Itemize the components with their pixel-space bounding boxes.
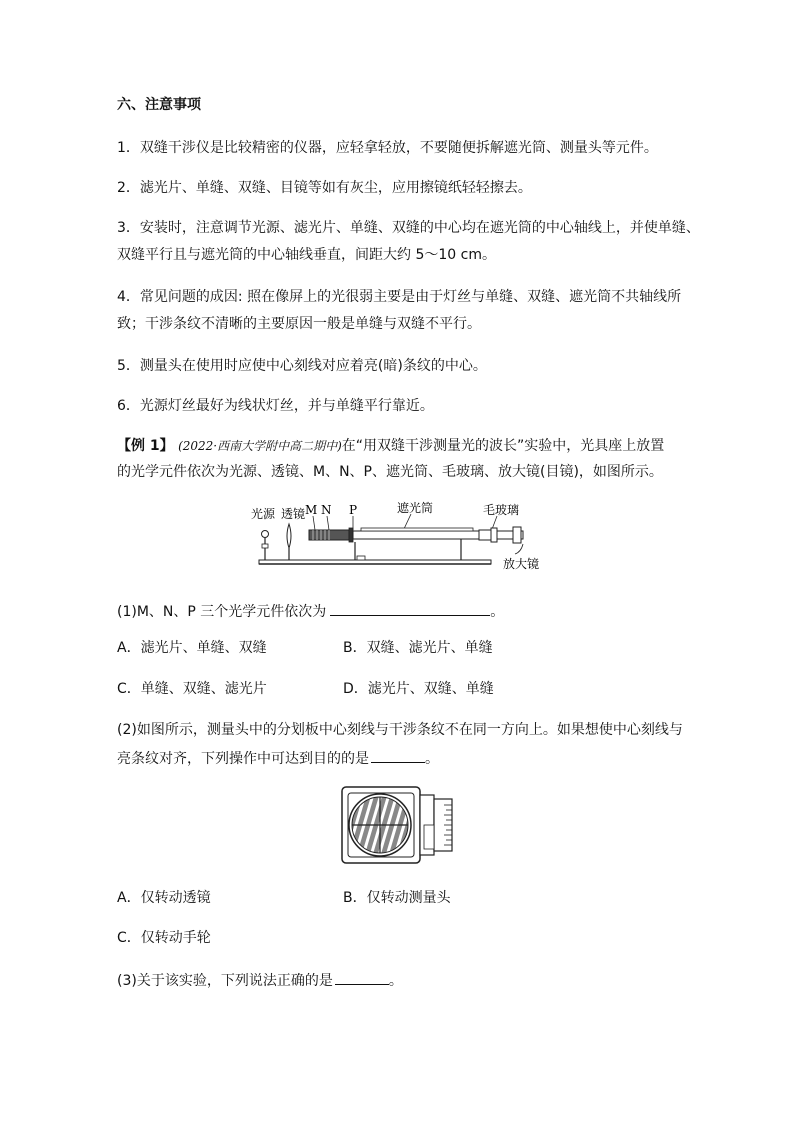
optical-bench-figure	[245, 498, 545, 578]
q2-option-c: C．仅转动手轮	[117, 930, 211, 946]
q1-end: 。	[490, 604, 505, 620]
q1-answer-blank[interactable]	[330, 601, 490, 616]
q2-line-2	[117, 748, 439, 768]
q2-option-a: A．仅转动透镜	[117, 890, 211, 906]
label-lens: 透镜	[281, 507, 306, 521]
label-n: N	[321, 503, 332, 517]
note-3-line-2: 双缝平行且与遮光筒的中心轴线垂直，间距大约 5～10 cm。	[117, 247, 496, 263]
label-shading-tube: 遮光筒	[397, 501, 434, 515]
example-source: (2022·西南大学附中高二期中)	[178, 439, 342, 453]
q2-answer-blank[interactable]	[371, 748, 425, 763]
note-1: 1．双缝干涉仪是比较精密的仪器，应轻拿轻放，不要随便拆解遮光筒、测量头等元件。	[117, 140, 658, 156]
example-label: 【例 1】	[117, 438, 174, 454]
q2-stem: 亮条纹对齐，下列操作中可达到目的的是	[117, 751, 369, 767]
q2-end: 。	[425, 751, 439, 767]
q1-option-d: D．滤光片、双缝、单缝	[343, 681, 494, 697]
q3-end: 。	[388, 973, 403, 989]
q3-stem: (3)关于该实验，下列说法正确的是	[117, 973, 333, 989]
q1-option-c: C．单缝、双缝、滤光片	[117, 681, 267, 697]
q1-stem-line	[117, 601, 504, 621]
label-p: P	[349, 503, 358, 517]
q3-answer-blank[interactable]	[335, 970, 389, 985]
note-5: 5．测量头在使用时应使中心刻线对应着亮(暗)条纹的中心。	[117, 358, 487, 374]
q2-option-b: B．仅转动测量头	[343, 890, 451, 906]
note-2: 2．滤光片、单缝、双缝、目镜等如有灰尘，应用擦镜纸轻轻擦去。	[117, 180, 532, 196]
measuring-head-figure	[340, 785, 458, 865]
section-title: 六、注意事项	[117, 97, 201, 113]
note-4-line-1: 4．常见问题的成因: 照在像屏上的光很弱主要是由于灯丝与单缝、双缝、遮光筒不共轴线所	[117, 289, 682, 305]
label-m: M	[305, 503, 318, 517]
example-line-2: 的光学元件依次为光源、透镜、M、N、P、遮光筒、毛玻璃、放大镜(目镜)，如图所示。	[117, 464, 663, 480]
label-magnifier: 放大镜	[503, 557, 540, 571]
note-3-line-1: 3．安装时，注意调节光源、滤光片、单缝、双缝的中心均在遮光筒的中心轴线上，并使单缝、	[117, 220, 700, 236]
q1-option-a: A．滤光片、单缝、双缝	[117, 640, 267, 656]
example-text-1: 在“用双缝干涉测量光的波长”实验中，光具座上放置	[341, 438, 665, 454]
note-4-line-2: 致；干涉条纹不清晰的主要原因一般是单缝与双缝不平行。	[117, 316, 481, 332]
q2-line-1: (2)如图所示，测量头中的分划板中心刻线与干涉条纹不在同一方向上。如果想使中心刻线与	[117, 722, 683, 738]
label-light-source: 光源	[251, 507, 276, 521]
q1-option-b: B．双缝、滤光片、单缝	[343, 640, 493, 656]
q1-stem: (1)M、N、P 三个光学元件依次为	[117, 604, 327, 620]
label-frosted-glass: 毛玻璃	[483, 503, 520, 517]
note-6: 6．光源灯丝最好为线状灯丝，并与单缝平行靠近。	[117, 398, 434, 414]
q3-stem-line	[117, 970, 403, 990]
example-line-1	[117, 437, 664, 455]
